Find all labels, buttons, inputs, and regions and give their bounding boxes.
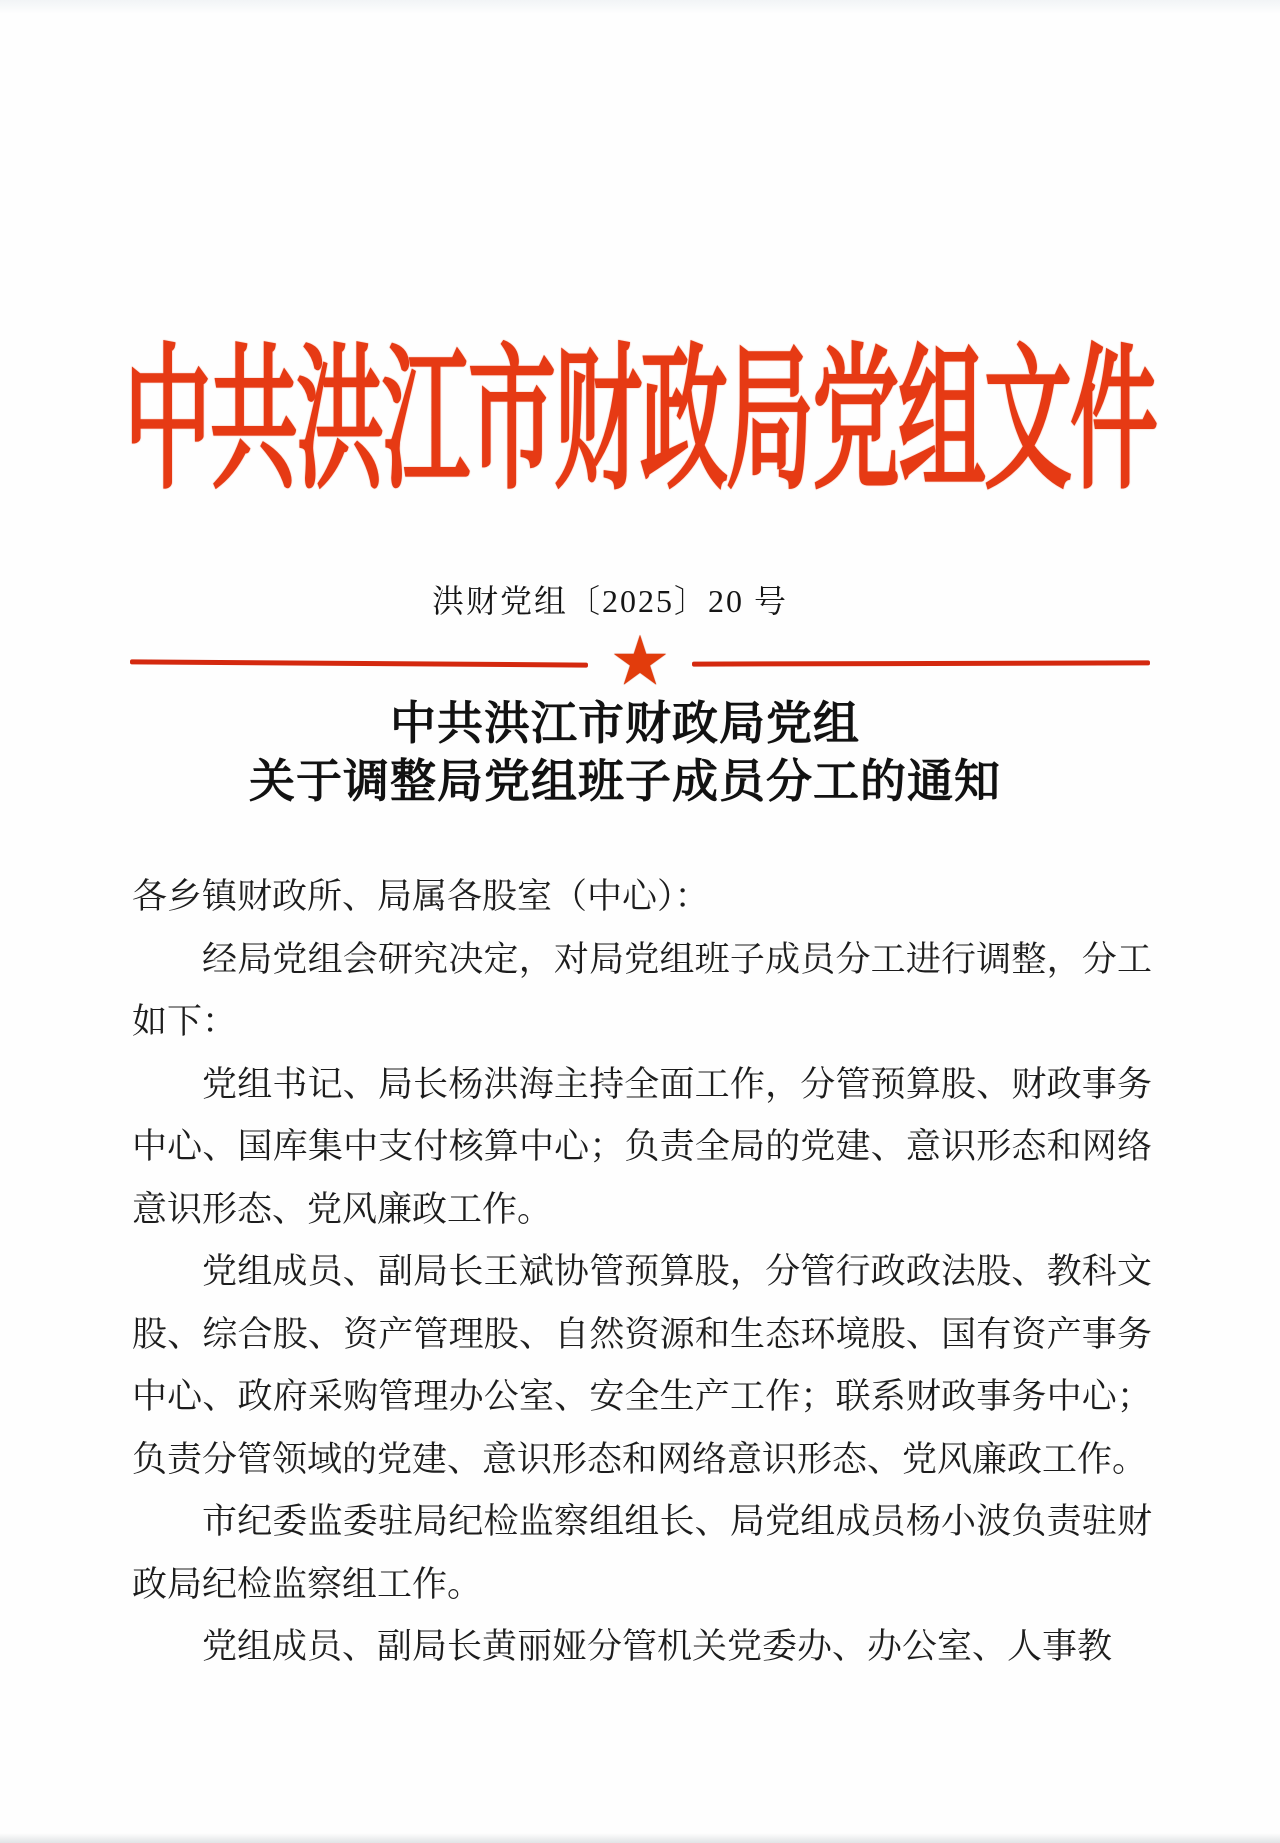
star-icon: ★ <box>612 632 668 694</box>
scan-artifact-bottom <box>0 1833 1280 1843</box>
red-separator <box>130 632 1150 694</box>
paragraph-5: 党组成员、副局长黄丽娅分管机关党委办、办公室、人事教 <box>202 1627 1113 1666</box>
separator-line-left <box>130 659 588 667</box>
document-title <box>0 694 1250 810</box>
document-title-line2: 关于调整局党组班子成员分工的通知 <box>249 755 1001 807</box>
masthead-title: 中共洪江市财政局党组文件 <box>123 336 1156 510</box>
document-body <box>132 866 1152 1679</box>
paragraph-1: 经局党组会研究决定，对局党组班子成员分工进行调整，分工如下： <box>132 939 1152 1041</box>
paragraph-4: 市纪委监委驻局纪检监察组组长、局党组成员杨小波负责驻财政局纪检监察组工作。 <box>132 1502 1152 1604</box>
paragraph-3: 党组成员、副局长王斌协管预算股，分管行政政法股、教科文股、综合股、资产管理股、自然资源和生态环境股、国有资产事务中心、政府采购管理办公室、安全生产工作；联系财政事务中心；负责分管领域的党建、意识形态和网络意识形态、党风廉政工作。 <box>132 1252 1152 1479</box>
document-title-line1: 中共洪江市财政局党组 <box>390 697 860 749</box>
salutation: 各乡镇财政所、局属各股室（中心）： <box>132 877 710 916</box>
separator-line-right <box>692 660 1150 666</box>
scan-artifact-top <box>0 0 1280 14</box>
paragraph-2: 党组书记、局长杨洪海主持全面工作，分管预算股、财政事务中心、国库集中支付核算中心；负责全局的党建、意识形态和网络意识形态、党风廉政工作。 <box>132 1064 1152 1229</box>
doc-number: 洪财党组〔2025〕20 号 <box>431 583 788 619</box>
